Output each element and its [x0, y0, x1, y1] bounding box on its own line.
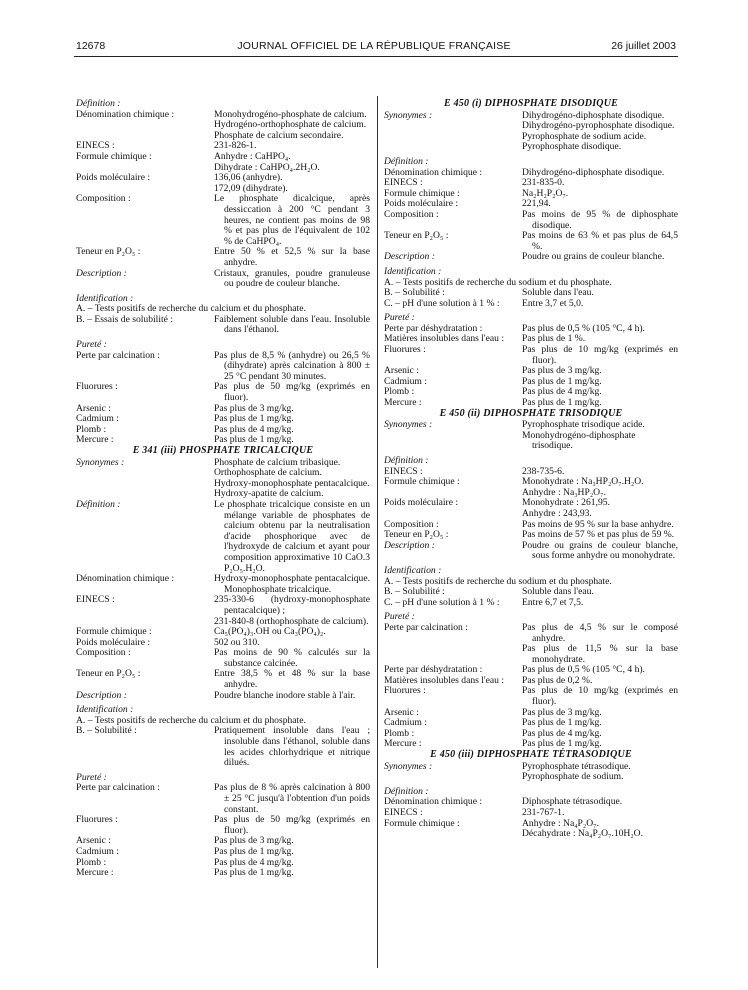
value-line: Pyrophosphate tétrasodique. — [522, 760, 631, 772]
value-line: Pas moins de 95 % sur la base anhydre. — [522, 518, 674, 530]
field-row — [384, 210, 678, 231]
field-value — [214, 458, 370, 500]
value-line: 238-735-6. — [522, 465, 565, 477]
field-row — [76, 648, 370, 669]
field-value — [214, 500, 370, 574]
field-label: Formule chimique : — [384, 187, 460, 199]
value-line: Pas plus de 4 mg/kg. — [522, 727, 602, 739]
value-line: Pas plus de 1 %. — [522, 333, 586, 345]
value-line: Pas plus de 50 mg/kg (exprimés en fluor). — [214, 814, 370, 836]
value-line: Pas plus de 50 mg/kg (exprimés en fluor). — [214, 381, 370, 404]
value-line: Décahydrate : Na₄P₂O₇.10H₂O. — [522, 828, 644, 840]
value-line: Entre 3,7 et 5,0. — [522, 297, 584, 309]
field-row — [76, 315, 370, 336]
field-value — [522, 623, 678, 665]
field-label: Synonymes : — [384, 760, 433, 772]
field-value — [522, 477, 678, 498]
value-line: Pas plus de 0,5 % (105 °C, 4 h). — [522, 664, 645, 676]
field-label: Définition : — [76, 498, 121, 510]
value-line: Anhydre : CaHPO₄. — [214, 150, 291, 162]
field-label: Formule chimique : — [76, 626, 152, 638]
value-line: Phosphate de calcium secondaire. — [214, 129, 344, 141]
field-value — [522, 686, 678, 707]
field-label: Arsenic : — [384, 365, 419, 377]
value-line: Pas plus de 0,2 %. — [522, 674, 593, 686]
field-label: Perte par déshydratation : — [384, 322, 483, 334]
value-line: Pas plus de 4 mg/kg. — [214, 423, 294, 435]
value-line: 172,09 (dihydrate). — [214, 182, 288, 194]
field-label: Mercure : — [384, 738, 422, 750]
field-label: Dénomination chimique : — [384, 166, 483, 178]
field-label: Mercure : — [76, 434, 114, 446]
value-line: Na₂H₂P₂O₇. — [522, 187, 569, 199]
field-label: B. – Essais de solubilité : — [76, 313, 174, 325]
field-label: Teneur en P₂O₅ : — [76, 668, 141, 680]
field-line: A. – Tests positifs de recherche du calcium et du phosphate. — [76, 714, 306, 726]
value-line: Le phosphate dicalcique, après dessiccation à 200 °C pendant 3 heures, ne contient pas moins de 98 % et pas plus de l'équivalent de 102 % de CaHPO₄. — [214, 193, 370, 247]
value-line: Dihydrate : CaHPO₄.2H₂O. — [214, 161, 320, 173]
field-label: Poids moléculaire : — [76, 172, 151, 184]
field-row — [384, 477, 678, 498]
value-line: Hydroxy-monophosphate pentacalcique. — [214, 477, 370, 489]
field-value — [522, 252, 678, 263]
field-value — [214, 815, 370, 836]
value-line: Dihydrogéno-pyrophosphate disodique. — [522, 120, 675, 132]
value-line: Pyrophosphate de sodium. — [522, 771, 624, 783]
value-line: Anhydre : Na₄P₂O₇. — [522, 817, 599, 829]
field-label: EINECS : — [384, 465, 423, 477]
field-row — [76, 847, 370, 858]
field-value — [214, 669, 370, 690]
section-title: E 341 (iii) PHOSPHATE TRICALCIQUE — [132, 445, 314, 456]
value-line: Soluble dans l'eau. — [522, 287, 594, 299]
value-line: Pas plus de 10 mg/kg (exprimés en fluor). — [522, 685, 678, 708]
field-label: Description : — [384, 539, 435, 551]
field-row — [76, 500, 370, 574]
field-label: Plomb : — [384, 727, 415, 739]
value-line: Pas plus de 1 mg/kg. — [522, 738, 602, 750]
field-label: Teneur en P₂O₅ : — [76, 246, 141, 258]
value-line: 136,06 (anhydre). — [214, 172, 283, 184]
field-row — [76, 815, 370, 836]
field-label: C. – pH d'une solution à 1 % : — [384, 297, 500, 309]
value-line: Poudre blanche inodore stable à l'air. — [214, 689, 356, 701]
section-heading: Identification : — [384, 265, 442, 277]
value-line: Pas moins de 57 % et pas plus de 59 %. — [522, 529, 675, 541]
field-value — [214, 152, 370, 173]
value-line: Pyrophosphate de sodium acide. — [522, 130, 647, 142]
field-label: Arsenic : — [76, 402, 111, 414]
field-value — [214, 173, 370, 194]
publication-date: 26 juillet 2003 — [611, 40, 676, 52]
field-label: Perte par calcination : — [76, 349, 160, 361]
field-row — [76, 382, 370, 403]
field-label: Cadmium : — [384, 717, 427, 729]
value-line: Anhydre : Na₃HP₂O₇. — [522, 486, 606, 498]
field-label: Matières insolubles dans l'eau : — [384, 674, 505, 686]
value-line: Pas plus de 1 mg/kg. — [214, 845, 294, 857]
value-line: Pas plus de 1 mg/kg. — [522, 397, 602, 409]
field-label: B. – Solubilité : — [384, 586, 445, 598]
field-label: Teneur en P₂O₅ : — [384, 529, 449, 541]
field-row — [384, 231, 678, 252]
field-value — [522, 819, 678, 840]
field-row — [76, 269, 370, 290]
value-line: Pas plus de 3 mg/kg. — [214, 835, 294, 847]
value-line: Cristaux, granules, poudre granuleuse ou poudre de couleur blanche. — [214, 267, 370, 290]
field-value — [214, 110, 370, 142]
field-row — [76, 868, 370, 879]
field-row — [76, 669, 370, 690]
section-heading: Identification : — [384, 564, 442, 576]
field-value — [522, 345, 678, 366]
field-label: Arsenic : — [76, 835, 111, 847]
field-row — [76, 173, 370, 194]
section-heading: Définition : — [384, 155, 429, 167]
value-line: Diphosphate tétrasodique. — [522, 796, 623, 808]
field-row — [384, 762, 678, 783]
value-line: Hydroxy-apatite de calcium. — [214, 488, 324, 500]
value-line: 231-826-1. — [214, 140, 257, 152]
field-line: A. – Tests positifs de recherche du calcium et du phosphate. — [76, 303, 306, 315]
value-line: Pas plus de 1 mg/kg. — [214, 867, 294, 879]
field-row — [76, 595, 370, 627]
value-line: Pas plus de 0,5 % (105 °C, 4 h). — [522, 322, 645, 334]
field-label: Perte par calcination : — [384, 621, 468, 633]
page-number: 12678 — [76, 40, 106, 52]
field-label: Formule chimique : — [384, 817, 460, 829]
value-line: Pas plus de 4,5 % sur le composé anhydre. — [522, 621, 678, 644]
value-line: Pas plus de 4 mg/kg. — [214, 856, 294, 868]
field-row — [76, 574, 370, 595]
value-line: Monohydrogéno-diphosphate trisodique. — [522, 429, 636, 452]
value-line: Monohydrate : Na₃HP₂O₇.H₂O. — [522, 476, 644, 488]
value-line: Pas plus de 11,5 % sur la base monohydrate. — [522, 643, 678, 665]
value-line: Pas plus de 10 mg/kg (exprimés en fluor). — [522, 344, 678, 366]
field-label: Poids moléculaire : — [384, 497, 459, 509]
field-label: EINECS : — [76, 594, 115, 606]
field-label: Description : — [76, 689, 127, 701]
value-line: Pas plus de 8,5 % (anhydre) ou 26,5 % (dihydrate) après calcination à 800 ± 25 °C pendant 30 minutes. — [214, 349, 370, 382]
field-row — [384, 808, 678, 819]
value-line: Pas plus de 8 % après calcination à 800 ± 25 °C jusqu'à l'obtention d'un poids constant. — [214, 782, 370, 815]
field-label: Cadmium : — [76, 413, 119, 425]
field-label: Fluorures : — [384, 685, 426, 697]
field-label: Arsenic : — [384, 706, 419, 718]
section-title: E 450 (i) DIPHOSPHATE DISODIQUE — [444, 98, 618, 109]
value-line: Orthophosphate de calcium. — [214, 467, 322, 479]
field-label: Poids moléculaire : — [76, 636, 151, 648]
value-line: Pas plus de 1 mg/kg. — [214, 434, 294, 446]
value-line: Ca₅(PO₄)₃.OH ou Ca₃(PO₄)₂. — [214, 626, 326, 638]
field-value — [522, 541, 678, 562]
field-row — [384, 420, 678, 452]
value-line: Pas plus de 1 mg/kg. — [522, 375, 602, 387]
field-label: Composition : — [76, 193, 131, 205]
section-heading: Pureté : — [76, 771, 107, 783]
value-line: Le phosphate tricalcique consiste en un mélange variable de phosphates de calcium obtenu par la neutralisation d'acide phosphorique avec de l'hydroxyde de calcium et ayant pour composition approximative 10 CaO.3 P₂O₅.H₂O. — [214, 498, 370, 574]
field-label: Plomb : — [76, 423, 107, 435]
value-line: Pas moins de 95 % de diphosphate disodique. — [522, 208, 678, 231]
field-value — [214, 382, 370, 403]
field-value — [214, 726, 370, 768]
value-line: Entre 6,7 et 7,5. — [522, 596, 584, 608]
field-row — [76, 110, 370, 142]
field-value — [214, 315, 370, 336]
field-label: Matières insolubles dans l'eau : — [384, 333, 505, 345]
value-line: Pas plus de 3 mg/kg. — [522, 365, 602, 377]
field-row — [76, 691, 370, 702]
section-heading: Définition : — [384, 785, 429, 797]
field-value — [214, 783, 370, 815]
field-value — [214, 269, 370, 290]
value-line: Poudre ou grains de couleur blanche. — [522, 251, 665, 263]
field-row — [384, 299, 678, 310]
field-label: Formule chimique : — [384, 476, 460, 488]
field-value — [522, 498, 678, 519]
field-value — [522, 598, 678, 609]
field-row — [76, 247, 370, 268]
value-line: Anhydre : 243,93. — [522, 507, 592, 519]
value-line: Entre 50 % et 52,5 % sur la base anhydre. — [214, 246, 370, 268]
section-heading: Pureté : — [76, 339, 107, 351]
field-label: Dénomination chimique : — [384, 796, 483, 808]
field-value — [522, 808, 678, 819]
field-label: Poids moléculaire : — [384, 198, 459, 210]
field-value — [522, 231, 678, 252]
value-line: Phosphate de calcium tribasique. — [214, 456, 341, 468]
field-row — [384, 623, 678, 665]
section-heading: Identification : — [76, 704, 134, 716]
field-label: Composition : — [384, 208, 439, 220]
right-column — [384, 99, 678, 840]
field-value — [214, 847, 370, 858]
field-value — [214, 351, 370, 383]
value-line: 502 ou 310. — [214, 636, 260, 648]
value-line: Dihydrogéno-diphosphate disodique. — [522, 109, 665, 121]
field-label: Description : — [76, 267, 127, 279]
field-value — [214, 574, 370, 595]
section-title: E 450 (iii) DIPHOSPHATE TÉTRASODIQUE — [430, 749, 632, 761]
section-heading: Définition : — [76, 98, 121, 109]
value-line: Entre 38,5 % et 48 % sur la base anhydre. — [214, 668, 370, 691]
column-divider — [377, 96, 378, 968]
field-label: Composition : — [384, 518, 439, 530]
field-label: C. – pH d'une solution à 1 % : — [384, 596, 500, 608]
field-row — [76, 152, 370, 173]
field-label: Cadmium : — [76, 845, 119, 857]
value-line: Pyrophosphate disodique. — [522, 141, 622, 153]
field-label: Plomb : — [384, 386, 415, 398]
section-heading: Identification : — [76, 292, 134, 304]
value-line: Pas plus de 1 mg/kg. — [522, 717, 602, 729]
value-line: Monohydrogéno-phosphate de calcium. — [214, 108, 367, 120]
value-line: Pas plus de 3 mg/kg. — [214, 402, 294, 414]
value-line: Pas plus de 1 mg/kg. — [214, 413, 294, 425]
section-title: E 450 (ii) DIPHOSPHATE TRISODIQUE — [439, 407, 623, 419]
field-label: Perte par calcination : — [76, 782, 160, 794]
value-line: Dihydrogéno-diphosphate disodique. — [522, 166, 665, 178]
section-heading: Pureté : — [384, 312, 415, 324]
field-row — [384, 252, 678, 263]
value-line: Pas moins de 63 % et pas plus de 64,5 %. — [522, 230, 678, 252]
value-line: Monohydrate : 261,95. — [522, 497, 610, 509]
field-row — [384, 541, 678, 562]
field-label: Teneur en P₂O₅ : — [384, 230, 449, 242]
header-rule — [74, 56, 678, 57]
value-line: 231-835-0. — [522, 177, 565, 189]
field-label: Fluorures : — [384, 344, 426, 356]
field-row — [76, 726, 370, 768]
field-row — [384, 345, 678, 366]
field-value — [214, 868, 370, 879]
field-label: Dénomination chimique : — [76, 573, 175, 585]
field-row — [76, 351, 370, 383]
field-label: Composition : — [76, 647, 131, 659]
field-row — [384, 819, 678, 840]
value-line: Faiblement soluble dans l'eau. Insoluble dans l'éthanol. — [214, 313, 370, 336]
value-line: Poudre ou grains de couleur blanche, sous forme anhydre ou monohydrate. — [522, 539, 678, 562]
field-label: EINECS : — [384, 807, 423, 818]
value-line: Pas plus de 3 mg/kg. — [522, 706, 602, 718]
field-label: Mercure : — [384, 397, 422, 409]
field-label: EINECS : — [76, 140, 115, 152]
field-label: Perte par déshydratation : — [384, 664, 483, 676]
field-label: Formule chimique : — [76, 150, 152, 162]
field-label: B. – Solubilité : — [76, 725, 137, 737]
value-line: Pratiquement insoluble dans l'eau ; insoluble dans l'éthanol, soluble dans les acides chlorhydrique et nitrique dilués. — [214, 725, 370, 769]
value-line: Hydroxy-monophosphate pentacalcique. Monophosphate tricalcique. — [214, 573, 370, 595]
section-heading: Définition : — [384, 455, 429, 466]
value-line: Soluble dans l'eau. — [522, 586, 594, 598]
left-column — [76, 99, 370, 879]
field-value — [522, 762, 678, 783]
field-row — [384, 686, 678, 707]
value-line: Pyrophosphate trisodique acide. — [522, 419, 645, 431]
field-label: Plomb : — [76, 856, 107, 868]
field-value — [214, 648, 370, 669]
field-label: Dénomination chimique : — [76, 108, 175, 120]
field-label: EINECS : — [384, 177, 423, 189]
field-row — [76, 194, 370, 247]
field-row — [384, 111, 678, 153]
field-value — [214, 595, 370, 627]
value-line: 231-767-1. — [522, 807, 565, 818]
value-line: 231-840-8 (orthophosphate de calcium). — [214, 615, 369, 627]
field-value — [214, 247, 370, 268]
value-line: Pas moins de 90 % calculés sur la substance calcinée. — [214, 647, 370, 669]
value-line: Hydrogéno-orthophosphate de calcium. — [214, 119, 367, 131]
field-label: Synonymes : — [384, 419, 433, 431]
field-value — [522, 420, 678, 452]
field-label: Mercure : — [76, 867, 114, 879]
field-label: Description : — [384, 251, 435, 263]
field-value — [522, 210, 678, 231]
field-value — [214, 691, 370, 702]
journal-title: JOURNAL OFFICIEL DE LA RÉPUBLIQUE FRANÇAISE — [237, 40, 511, 52]
field-value — [522, 299, 678, 310]
field-label: Synonymes : — [384, 109, 433, 121]
value-line: 221,94. — [522, 198, 551, 210]
field-label: B. – Solubilité : — [384, 287, 445, 299]
value-line: Pas plus de 4 mg/kg. — [522, 386, 602, 398]
field-row — [384, 498, 678, 519]
field-label: Fluorures : — [76, 814, 118, 826]
field-value — [522, 111, 678, 153]
field-line: A. – Tests positifs de recherche du sodium et du phosphate. — [384, 276, 612, 288]
field-label: Cadmium : — [384, 375, 427, 387]
field-label: Synonymes : — [76, 456, 125, 468]
field-value — [214, 194, 370, 247]
field-row — [76, 458, 370, 500]
value-line: 235-330-6 (hydroxy-monophosphate pentacalcique) ; — [214, 594, 370, 616]
section-heading: Pureté : — [384, 611, 415, 623]
field-row — [76, 783, 370, 815]
field-label: Fluorures : — [76, 381, 118, 393]
field-row — [384, 598, 678, 609]
field-line: A. – Tests positifs de recherche du sodium et du phosphate. — [384, 575, 612, 587]
